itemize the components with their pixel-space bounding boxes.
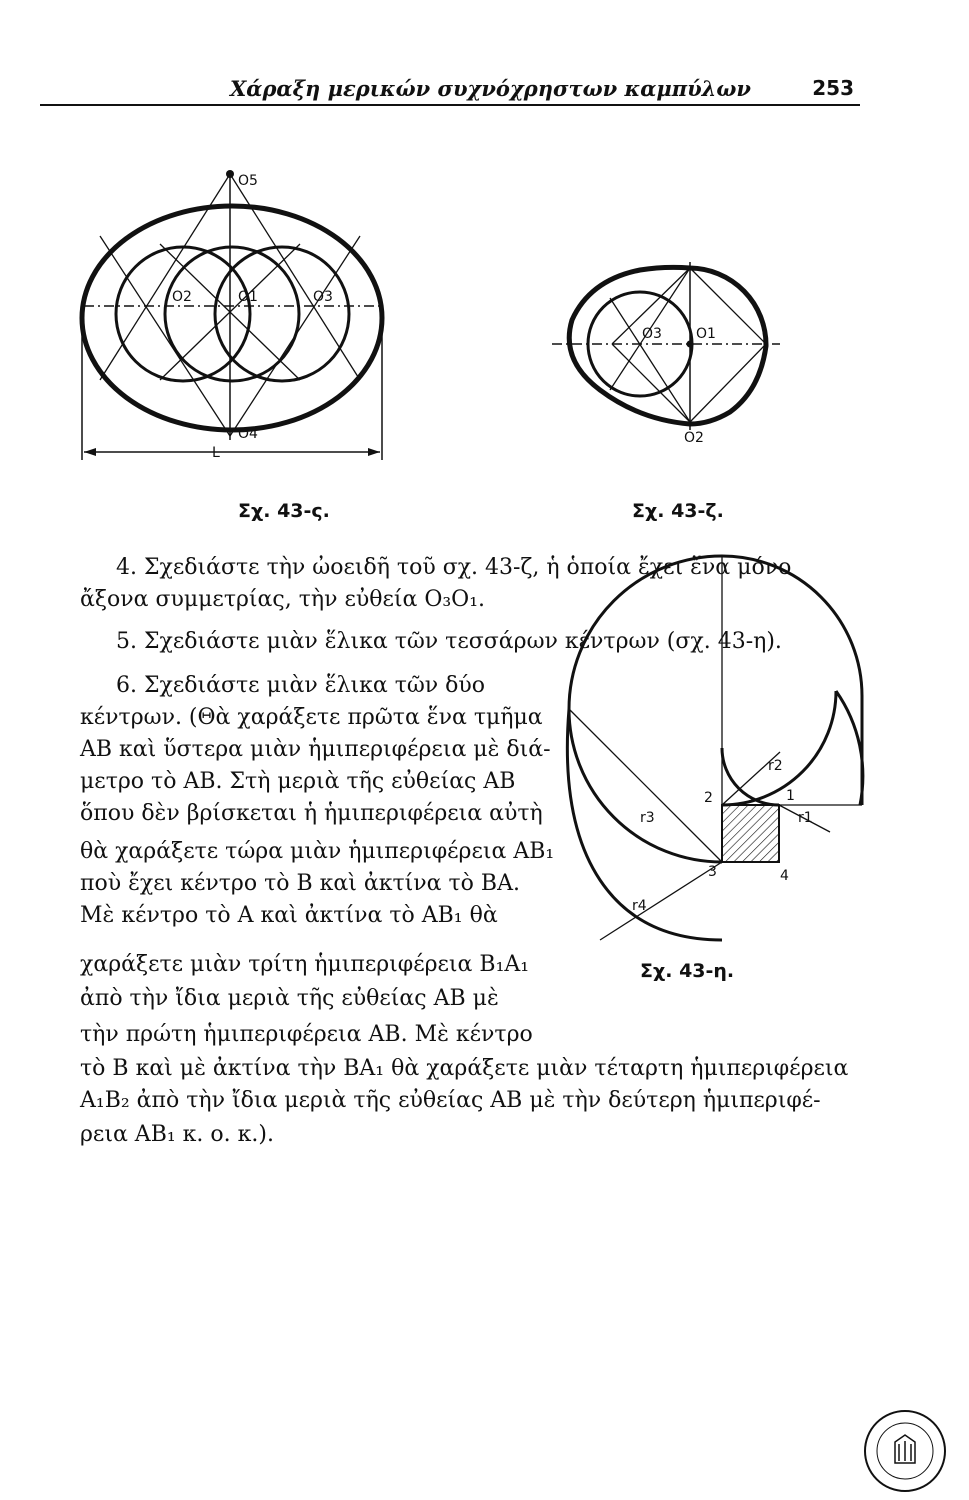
page-number: 253 <box>812 76 854 100</box>
label-r1: r1 <box>798 810 813 826</box>
foundation-seal <box>862 1408 948 1494</box>
caption-43h: Σχ. 43-η. <box>640 960 735 982</box>
text-line-4: 6. Σχεδιάστε μιὰν ἕλικα τῶν δύο <box>116 673 486 698</box>
text-line-11: Μὲ κέντρο τὸ A καὶ ἀκτίνα τὸ AB₁ θὰ <box>80 903 498 928</box>
label-r4: r4 <box>632 898 647 914</box>
label-o5: O5 <box>238 173 258 189</box>
label-p4: 4 <box>780 868 789 884</box>
text-line-6: AB καὶ ὕστερα μιὰν ἡμιπεριφέρεια μὲ διά- <box>80 737 551 762</box>
text-line-2: ἄξονα συμμετρίας, τὴν εὐθεία O₃O₁. <box>80 587 486 612</box>
label-o2: O2 <box>172 289 192 305</box>
caption-43z: Σχ. 43-ζ. <box>632 500 724 522</box>
text-line-7: μετρο τὸ AB. Στὴ μεριὰ τῆς εὐθείας AB <box>80 769 516 794</box>
text-line-17: ρεια AB₁ κ. ο. κ.). <box>80 1122 274 1147</box>
text-line-12: χαράξετε μιὰν τρίτη ἡμιπεριφέρεια B₁A₁ <box>80 952 530 977</box>
label-o2: O2 <box>684 430 704 446</box>
body-text-lower <box>0 952 969 1152</box>
label-o4: O4 <box>238 426 258 442</box>
label-p2: 2 <box>704 790 713 806</box>
text-line-16: A₁B₂ ἀπὸ τὴν ἴδια μεριὰ τῆς εὐθείας AB μὲ τὴν δεύτερη ἡμιπεριφέ- <box>80 1088 821 1113</box>
label-p3: 3 <box>708 864 717 880</box>
text-line-15: τὸ B καὶ μὲ ἀκτίνα τὴν BA₁ θὰ χαράξετε μιὰν τέταρτη ἡμιπεριφέρεια <box>80 1056 849 1081</box>
text-line-3: 5. Σχεδιάστε μιὰν ἕλικα τῶν τεσσάρων κέντρων (σχ. 43-η). <box>116 629 782 654</box>
text-line-5: κέντρων. (Θὰ χαράξετε πρῶτα ἕνα τμῆμα <box>80 705 543 730</box>
text-line-10: ποὺ ἔχει κέντρο τὸ B καὶ ἀκτίνα τὸ BA. <box>80 871 520 896</box>
label-r2: r2 <box>768 758 783 774</box>
label-r3: r3 <box>640 810 655 826</box>
label-o3: O3 <box>642 326 662 342</box>
label-o1: O1 <box>238 289 258 305</box>
text-line-14: τὴν πρώτη ἡμιπεριφέρεια AB. Μὲ κέντρο <box>80 1022 533 1047</box>
text-line-9: θὰ χαράξετε τώρα μιὰν ἡμιπεριφέρεια AB₁ <box>80 839 555 864</box>
label-l: L <box>212 445 220 461</box>
caption-43s: Σχ. 43-ς. <box>238 500 330 522</box>
label-o1: O1 <box>696 326 716 342</box>
text-line-1: 4. Σχεδιάστε τὴν ὠοειδῆ τοῦ σχ. 43-ζ, ἡ ὁποία ἔχει ἕνα μόνο <box>116 555 792 580</box>
text-line-13: ἀπὸ τὴν ἴδια μεριὰ τῆς εὐθείας AB μὲ <box>80 986 499 1011</box>
label-p1: 1 <box>786 788 795 804</box>
header-title: Χάραξη μερικών συχνόχρηστων καμπύλων <box>230 76 751 101</box>
body-text <box>58 552 868 952</box>
text-line-8: ὅπου δὲν βρίσκεται ἡ ἡμιπεριφέρεια αὐτὴ <box>80 801 543 826</box>
label-o3: O3 <box>313 289 333 305</box>
